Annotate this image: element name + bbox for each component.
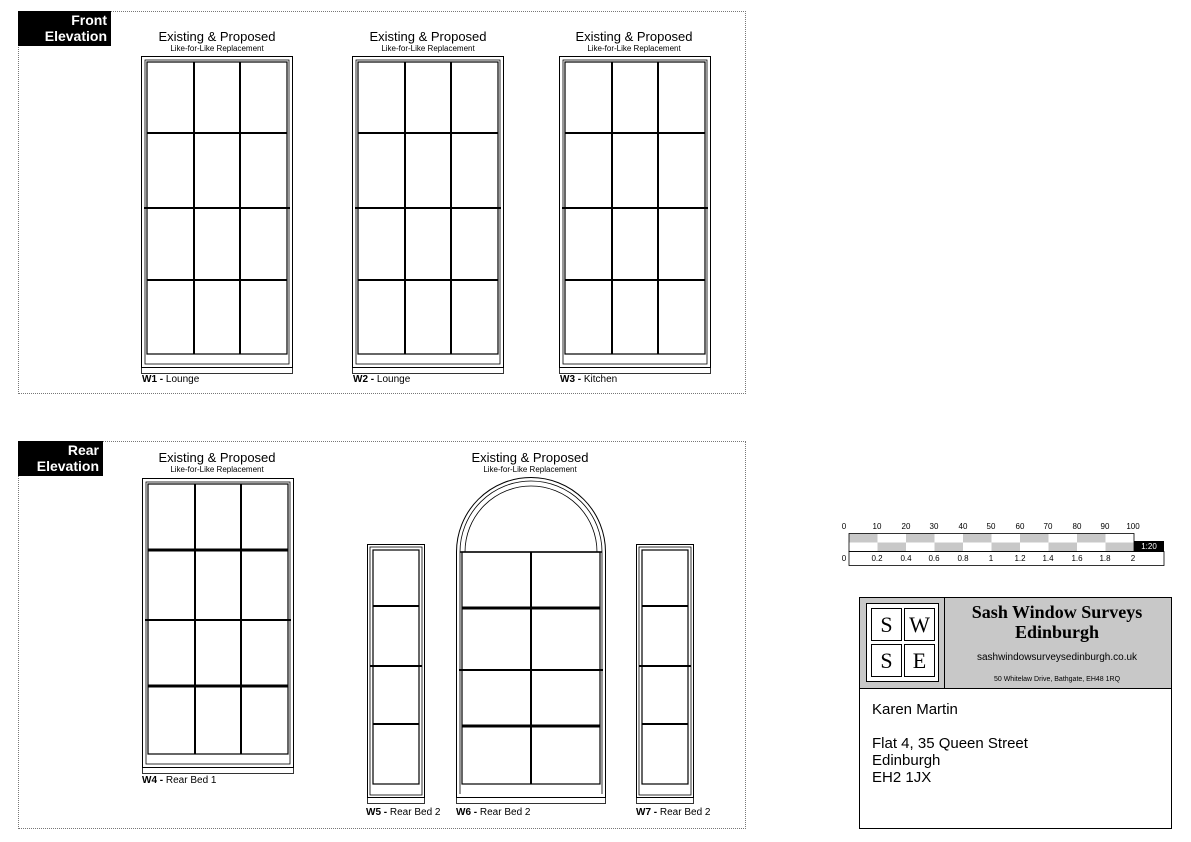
scale-bottom-tick-2: 0.4 bbox=[900, 554, 912, 563]
w4-label bbox=[142, 775, 216, 786]
w4-heading-title: Existing & Proposed bbox=[158, 450, 276, 465]
window-w2-drawing bbox=[352, 56, 504, 374]
front-elevation-tag bbox=[18, 11, 111, 46]
scale-top-tick-5: 50 bbox=[986, 522, 996, 531]
logo-letter-e: E bbox=[904, 644, 935, 677]
w6-room: Rear Bed 2 bbox=[479, 807, 531, 818]
w5-code: W5 - bbox=[366, 807, 388, 818]
w2-heading-title: Existing & Proposed bbox=[369, 29, 487, 44]
window-w6-drawing bbox=[456, 477, 606, 804]
window-w1-drawing bbox=[141, 56, 293, 374]
rear-tag-line1: Rear bbox=[67, 442, 99, 458]
w6-code: W6 - bbox=[456, 807, 478, 818]
w4-code: W4 - bbox=[142, 775, 164, 786]
scale-top-tick-6: 60 bbox=[1015, 522, 1025, 531]
w1-code: W1 - bbox=[142, 374, 164, 385]
scale-ratio: 1:20 bbox=[1141, 542, 1157, 551]
scale-top-tick-10: 100 bbox=[1126, 522, 1140, 531]
w1-label bbox=[142, 374, 199, 385]
w4-heading-sub: Like-for-Like Replacement bbox=[170, 465, 264, 474]
scale-check-cell bbox=[849, 534, 878, 543]
rear-elevation-tag bbox=[18, 441, 103, 476]
scale-check-cell bbox=[878, 543, 907, 552]
scale-bottom-tick-6: 1.2 bbox=[1014, 554, 1026, 563]
company-address: 50 Whitelaw Drive, Bathgate, EH48 1RQ bbox=[993, 676, 1121, 683]
scale-bottom-tick-9: 1.8 bbox=[1099, 554, 1111, 563]
w3-heading-sub: Like-for-Like Replacement bbox=[587, 44, 681, 53]
scale-bottom-tick-8: 1.6 bbox=[1071, 554, 1083, 563]
scale-top-tick-3: 30 bbox=[929, 522, 939, 531]
scale-bottom-tick-0: 0 bbox=[841, 554, 847, 563]
company-website[interactable]: sashwindowsurveysedinburgh.co.uk bbox=[976, 652, 1138, 663]
w4-heading bbox=[142, 451, 292, 474]
scale-top-tick-7: 70 bbox=[1043, 522, 1053, 531]
scale-check-cell bbox=[1077, 534, 1106, 543]
w3-room: Kitchen bbox=[583, 374, 618, 385]
w6-label bbox=[456, 807, 530, 818]
scale-bottom-tick-5: 1 bbox=[988, 554, 994, 563]
w2-room: Lounge bbox=[376, 374, 411, 385]
client-name: Karen Martin bbox=[872, 701, 958, 718]
w1-room: Lounge bbox=[165, 374, 200, 385]
scale-bar bbox=[838, 518, 1168, 570]
client-address-line2: Edinburgh bbox=[872, 752, 941, 769]
front-tag-line1: Front bbox=[71, 12, 107, 28]
rear-tag-line2: Elevation bbox=[36, 458, 99, 474]
scale-bottom-tick-4: 0.8 bbox=[957, 554, 969, 563]
w7-code: W7 - bbox=[636, 807, 658, 818]
header-divider bbox=[944, 598, 945, 688]
client-address-line1: Flat 4, 35 Queen Street bbox=[872, 735, 1028, 752]
w3-heading-title: Existing & Proposed bbox=[575, 29, 693, 44]
company-logo bbox=[866, 603, 939, 682]
w2-label bbox=[353, 374, 410, 385]
window-w7-drawing bbox=[636, 544, 694, 804]
window-w5-drawing bbox=[367, 544, 425, 804]
window-w3-drawing bbox=[559, 56, 711, 374]
scale-check-cell bbox=[1020, 534, 1049, 543]
front-tag-line2: Elevation bbox=[44, 28, 107, 44]
w3-label bbox=[560, 374, 617, 385]
company-name-line2: Edinburgh bbox=[1014, 622, 1100, 642]
w1-heading-sub: Like-for-Like Replacement bbox=[170, 44, 264, 53]
w3-heading bbox=[559, 30, 709, 53]
title-block bbox=[859, 597, 1172, 829]
w6-heading-sub: Like-for-Like Replacement bbox=[483, 465, 577, 474]
scale-top-tick-8: 80 bbox=[1072, 522, 1082, 531]
scale-bottom-tick-1: 0.2 bbox=[871, 554, 883, 563]
logo-letter-w: W bbox=[904, 608, 935, 641]
w6-heading bbox=[455, 451, 605, 474]
logo-letter-s2: S bbox=[871, 644, 902, 677]
w1-heading-title: Existing & Proposed bbox=[158, 29, 276, 44]
w6-heading-title: Existing & Proposed bbox=[471, 450, 589, 465]
scale-bar-checks bbox=[849, 534, 1134, 552]
company-name-line1: Sash Window Surveys bbox=[971, 602, 1143, 622]
scale-bottom-tick-7: 1.4 bbox=[1042, 554, 1054, 563]
scale-check-cell bbox=[963, 534, 992, 543]
logo-letter-s1: S bbox=[871, 608, 902, 641]
scale-top-tick-1: 10 bbox=[872, 522, 882, 531]
client-postcode: EH2 1JX bbox=[872, 769, 932, 786]
scale-top-tick-2: 20 bbox=[901, 522, 911, 531]
w1-heading bbox=[142, 30, 292, 53]
company-name bbox=[946, 602, 1168, 642]
scale-check-cell bbox=[1049, 543, 1078, 552]
w7-label bbox=[636, 807, 710, 818]
client-details bbox=[872, 701, 1028, 786]
scale-check-cell bbox=[935, 543, 964, 552]
scale-check-cell bbox=[1106, 543, 1135, 552]
w5-room: Rear Bed 2 bbox=[389, 807, 441, 818]
scale-top-tick-4: 40 bbox=[958, 522, 968, 531]
w4-room: Rear Bed 1 bbox=[165, 775, 217, 786]
w3-code: W3 - bbox=[560, 374, 582, 385]
w2-heading-sub: Like-for-Like Replacement bbox=[381, 44, 475, 53]
title-block-header bbox=[860, 598, 1171, 689]
w7-room: Rear Bed 2 bbox=[659, 807, 711, 818]
scale-bottom-tick-10: 2 bbox=[1130, 554, 1136, 563]
w2-heading bbox=[353, 30, 503, 53]
scale-bottom-tick-3: 0.6 bbox=[928, 554, 940, 563]
scale-top-tick-9: 90 bbox=[1100, 522, 1110, 531]
scale-top-tick-0: 0 bbox=[841, 522, 847, 531]
w5-label bbox=[366, 807, 440, 818]
w2-code: W2 - bbox=[353, 374, 375, 385]
scale-check-cell bbox=[906, 534, 935, 543]
window-w4-drawing bbox=[142, 478, 294, 774]
scale-check-cell bbox=[992, 543, 1021, 552]
